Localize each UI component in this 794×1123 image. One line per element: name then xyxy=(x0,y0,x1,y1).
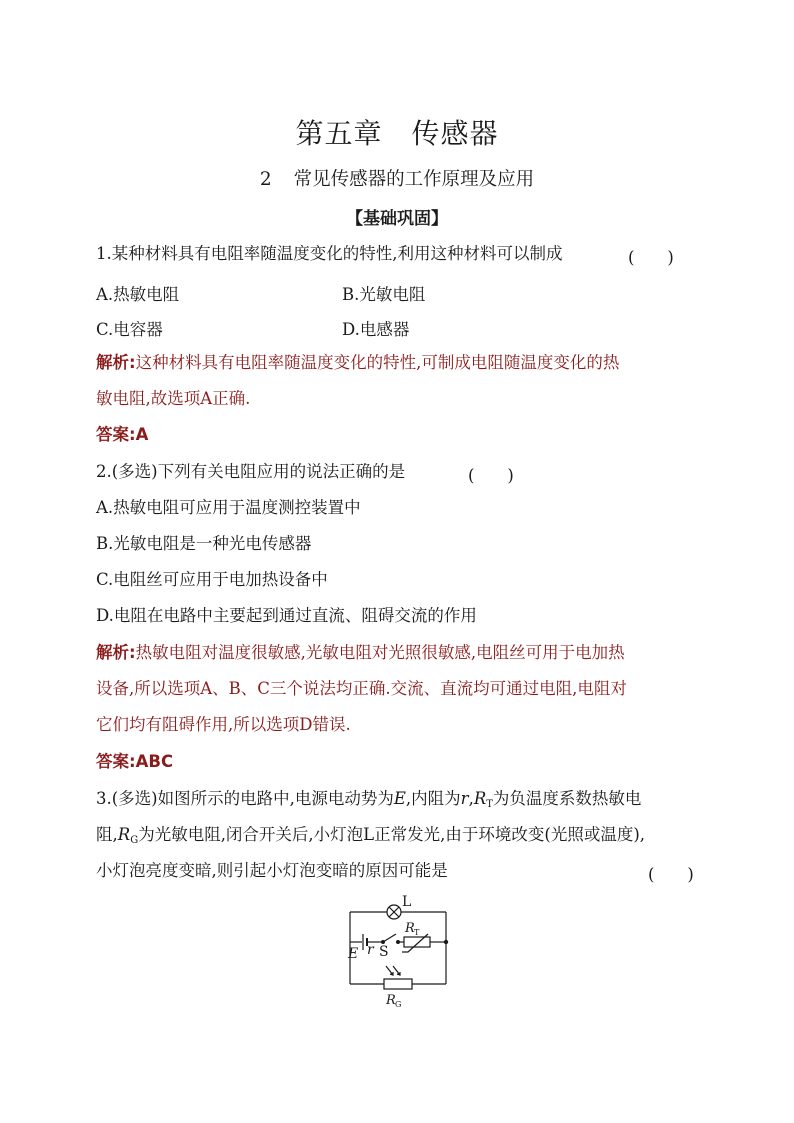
q2-option-d: D.电阻在电路中主要起到通过直流、阻碍交流的作用 xyxy=(96,606,477,625)
lamp-icon xyxy=(387,905,401,919)
q2-answer-paren: ( ) xyxy=(468,466,514,485)
q3-stem-line2: 阻$,R_G$为光敏电阻,闭合开关后,小灯泡L正常发光,由于环境改变(光照或温度), xyxy=(96,825,645,846)
q2-analysis-line1: 解析:热敏电阻对温度很敏感,光敏电阻对光照很敏感,电阻丝可用于电加热 xyxy=(96,643,625,662)
q1-analysis-line2: 敏电阻,故选项A正确. xyxy=(96,389,251,408)
rg-subscript: G xyxy=(395,1000,402,1009)
q1-option-a: A.热敏电阻 xyxy=(96,285,180,304)
junction-dot xyxy=(444,940,447,943)
q1-option-d: D.电感器 xyxy=(342,320,410,339)
photoresistor-icon xyxy=(384,966,412,989)
q2-option-a: A.热敏电阻可应用于温度测控装置中 xyxy=(96,498,361,517)
switch-label: S xyxy=(379,944,389,960)
q3-stem-line1: 3.(多选)如图所示的电路中,电源电动势为E,内阻为$r,R_T$为负温度系数热敏电 xyxy=(96,789,642,810)
rt-label: R xyxy=(405,921,415,936)
q3-stem-line3: 小灯泡亮度变暗,则引起小灯泡变暗的原因可能是 xyxy=(96,861,448,880)
q3-answer-paren: ( ) xyxy=(648,865,694,884)
q1-option-c: C.电容器 xyxy=(96,320,163,339)
q1-stem: 1.某种材料具有电阻率随温度变化的特性,利用这种材料可以制成 xyxy=(96,244,563,263)
q1-answer-label: 答案: xyxy=(96,425,136,444)
rt-subscript: T xyxy=(414,928,420,937)
q2-answer-value: ABC xyxy=(135,752,174,771)
section-number: 2 xyxy=(259,169,272,190)
q2-analysis-line2: 设备,所以选项A、B、C三个说法均正确.交流、直流均可通过电阻,电阻对 xyxy=(96,679,627,698)
q2-analysis-label: 解析: xyxy=(96,643,136,662)
section-title: 常见传感器的工作原理及应用 xyxy=(293,169,535,190)
q2-answer-label: 答案: xyxy=(96,752,136,771)
rg-label: R xyxy=(386,993,396,1008)
internal-resistance-label: r xyxy=(367,942,374,958)
q2-answer xyxy=(96,752,173,772)
lamp-label: L xyxy=(402,894,412,910)
q1-answer-value: A xyxy=(135,425,149,444)
q1-answer-paren: ( ) xyxy=(628,248,674,267)
q2-option-c: C.电阻丝可应用于电加热设备中 xyxy=(96,570,328,589)
q2-analysis-line3: 它们均有阻碍作用,所以选项D错误. xyxy=(96,715,351,734)
q2-stem: 2.(多选)下列有关电阻应用的说法正确的是 xyxy=(96,462,406,481)
section-heading xyxy=(0,165,794,191)
chapter-title: 第五章 传感器 xyxy=(295,117,499,150)
q1-answer xyxy=(96,425,148,445)
basic-consolidation-banner: 【基础巩固】 xyxy=(346,209,448,229)
q1-analysis-line1: 解析:这种材料具有电阻率随温度变化的特性,可制成电阻随温度变化的热 xyxy=(96,353,620,372)
q1-analysis-label: 解析: xyxy=(96,353,136,372)
q2-option-b: B.光敏电阻是一种光电传感器 xyxy=(96,534,312,553)
circuit-diagram xyxy=(336,892,460,1010)
emf-label: E xyxy=(348,946,359,962)
q1-option-b: B.光敏电阻 xyxy=(342,285,426,304)
switch-icon xyxy=(382,934,400,943)
